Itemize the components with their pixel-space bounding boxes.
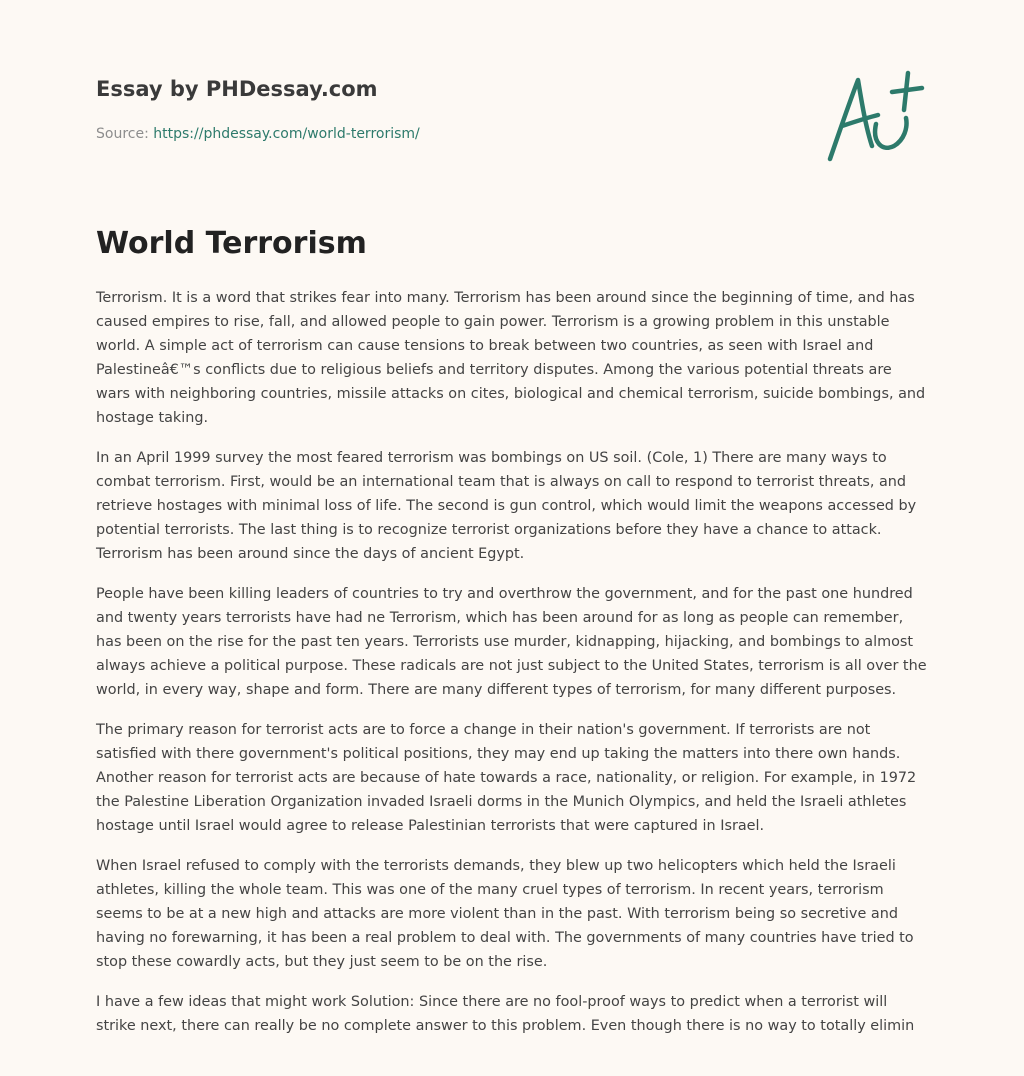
essay-paragraph: When Israel refused to comply with the terrorists demands, they blew up two helicopters which held the Israeli athletes, killing the whole team. This was one of the many cruel types of terrorism. In recent years, terrorism seems to be at a new high and attacks are more violent than in the past. With terrorism being so secretive and having no forewarning, it has been a real problem to deal with. The governments of many countries have tried to stop these cowardly acts, but they just seem to be on the rise.: [96, 858, 914, 970]
essay-header: [96, 74, 928, 144]
essay-paragraph: People have been killing leaders of countries to try and overthrow the government, and for the past one hundred and twenty years terrorists have had ne Terrorism, which has been around for as long as people can remember, has been on the rise for the past ten years. Terrorists use murder, kidnapping, hijacking, and bombings to almost always achieve a political purpose. These radicals are not just subject to the United States, terrorism is all over the world, in every way, shape and form. There are many different types of terrorism, for many different purposes.: [96, 586, 927, 698]
brand-title: Essay by PHDessay.com: [96, 77, 378, 101]
essay-paragraph: In an April 1999 survey the most feared terrorism was bombings on US soil. (Cole, 1) There are many ways to combat terrorism. First, would be an international team that is always on call to respond to terrorist threats, and retrieve hostages with minimal loss of life. The second is gun control, which would limit the weapons accessed by potential terrorists. The last thing is to recognize terrorist organizations before they have a chance to attack. Terrorism has been around since the days of ancient Egypt.: [96, 450, 917, 562]
essay-title: World Terrorism: [96, 226, 367, 261]
source-label: Source:: [96, 126, 154, 142]
essay-paragraph: The primary reason for terrorist acts are to force a change in their nation's government. If terrorists are not satisfied with there government's political positions, they may end up taking the matters into there own hands. Another reason for terrorist acts are because of hate towards a race, nationality, or religion. For example, in 1972 the Palestine Liberation Organization invaded Israeli dorms in the Munich Olympics, and held the Israeli athletes hostage until Israel would agree to release Palestinian terrorists that were captured in Israel.: [96, 722, 917, 834]
source-line: [96, 124, 928, 144]
source-link[interactable]: https://phdessay.com/world-terrorism/: [153, 126, 420, 142]
essay-body: [96, 286, 928, 1054]
a-plus-grade-icon: [822, 66, 932, 166]
essay-paragraph: Terrorism. It is a word that strikes fear into many. Terrorism has been around since the beginning of time, and has caused empires to rise, fall, and allowed people to gain power. Terrorism is a growing problem in this unstable world. A simple act of terrorism can cause tensions to break between two countries, as seen with Israel and Palestineâ€™s conflicts due to religious beliefs and territory disputes. Among the various potential threats are wars with neighboring countries, missile attacks on cites, biological and chemical terrorism, suicide bombings, and hostage taking.: [96, 290, 926, 426]
essay-paragraph: I have a few ideas that might work Solution: Since there are no fool-proof ways to predict when a terrorist will strike next, there can really be no complete answer to this problem. Even though there is no way to totally elimin: [96, 994, 915, 1034]
